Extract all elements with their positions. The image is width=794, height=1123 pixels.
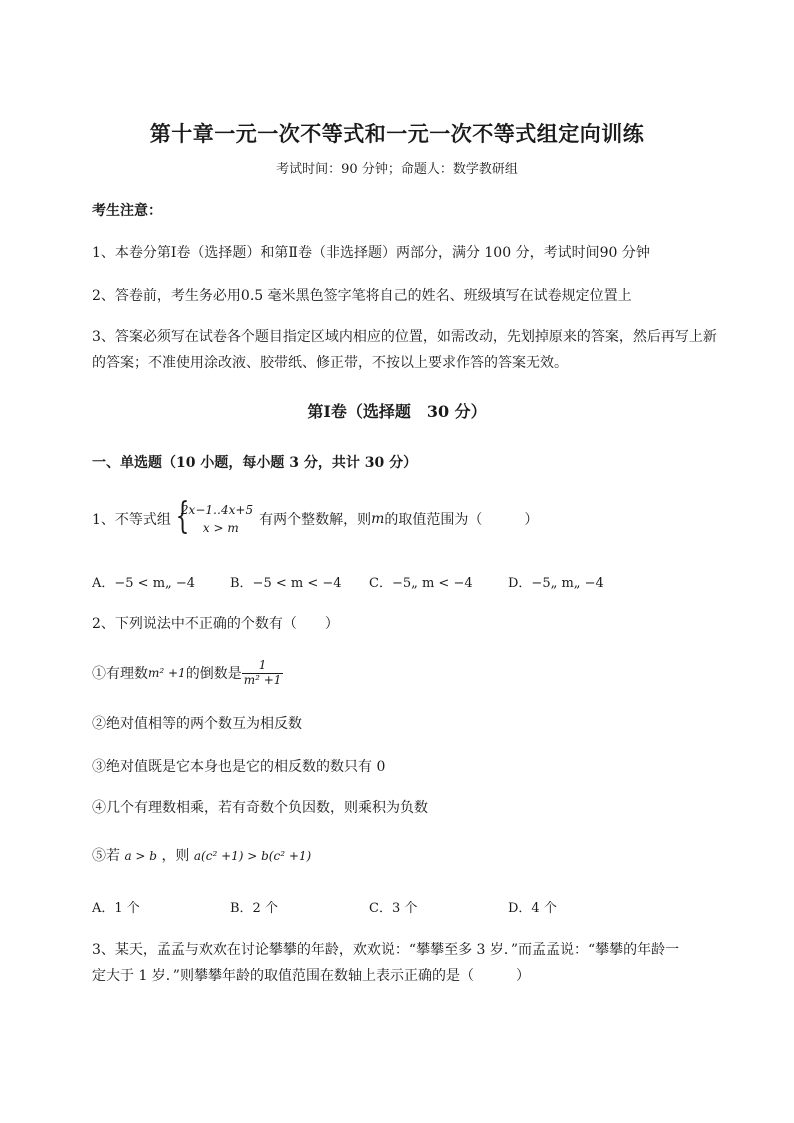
notice-item-1: 1、本卷分第Ⅰ卷（选择题）和第Ⅱ卷（非选择题）两部分，满分 100 分，考试时间90 分钟 [92,245,650,261]
q2-option-d[interactable]: D．4 个 [508,901,557,916]
notice-heading: 考生注意： [92,203,162,219]
q2-statement-2: ②绝对值相等的两个数互为相反数 [92,716,302,732]
q2-option-b[interactable]: B．2 个 [230,901,278,916]
brace-icon: { [175,496,190,537]
notice-item-2: 2、答卷前，考生务必用0.5 毫米黑色签字笔将自己的姓名、班级填写在试卷规定位置上 [92,288,632,304]
notice-item-3: 3、答案必须写在试卷各个题目指定区域内相应的位置，如需改动，先划掉原来的答案，然后再写上新 [92,329,717,345]
section-title: 第Ⅰ卷（选择题 30 分） [307,402,487,421]
q2-s1-denominator: m² +1 [243,672,282,687]
part-heading: 一、单选题（10 小题，每小题 3 分，共计 30 分） [92,455,418,471]
q1-option-b[interactable]: B．−5 < m < −4 [230,576,342,591]
q1-option-a[interactable]: A．−5 < m„ −4 [92,576,196,591]
q2-s1-expr: m² +1 [148,666,186,680]
notice-item-3-cont: 的答案；不准使用涂改液、胶带纸、修正带，不按以上要求作答的答案无效。 [92,355,568,371]
q1-option-d[interactable]: D．−5„ m„ −4 [508,576,604,591]
q1-option-c[interactable]: C．−5„ m < −4 [369,576,473,591]
question-2-stem: 2、下列说法中不正确的个数有（ ） [92,616,339,632]
q2-statement-3: ③绝对值既是它本身也是它的相反数的数只有 0 [92,759,386,775]
q2-statement-1 [92,655,283,691]
question-3-line-2: 定大于 1 岁．”则攀攀年龄的取值范围在数轴上表示正确的是（ ） [92,968,530,984]
q2-statement-5 [92,845,311,865]
q2-s5-expression: a(c² +1) > b(c² +1) [193,849,312,863]
q1-prefix: 1、不等式组 [92,512,171,528]
q1-inequality-system [171,496,254,537]
q1-middle: 有两个整数解，则 [259,512,372,528]
exam-info: 考试时间：90 分钟；命题人：数学教研组 [276,162,518,177]
q1-variable: m [371,511,385,527]
question-1 [92,496,539,538]
q2-s1-numerator: 1 [242,659,284,673]
q2-s1-mid: 的倒数是 [185,666,242,682]
q1-system-line-2: x > m [202,521,239,535]
q2-s5-mid: ，则 [161,848,190,864]
q2-option-c[interactable]: C．3 个 [369,901,418,916]
q2-statement-4: ④几个有理数相乘，若有奇数个负因数，则乘积为负数 [92,800,428,816]
q1-system-line-1: 2x−1‥4x+5 [180,503,254,517]
q2-option-a[interactable]: A．1 个 [92,901,140,916]
q1-suffix: 的取值范围为（ ） [384,512,539,528]
document-title: 第十章一元一次不等式和一元一次不等式组定向训练 [149,121,645,146]
q2-s5-prefix: ⑤若 [92,848,120,864]
question-3-line-1: 3、某天，孟孟与欢欢在讨论攀攀的年龄，欢欢说：“攀攀至多 3 岁．”而孟孟说：“攀攀的年龄一 [92,942,680,958]
q2-s1-prefix: ①有理数 [92,666,148,682]
q2-s1-fraction [242,659,284,686]
q2-s5-condition: a > b [124,849,157,863]
